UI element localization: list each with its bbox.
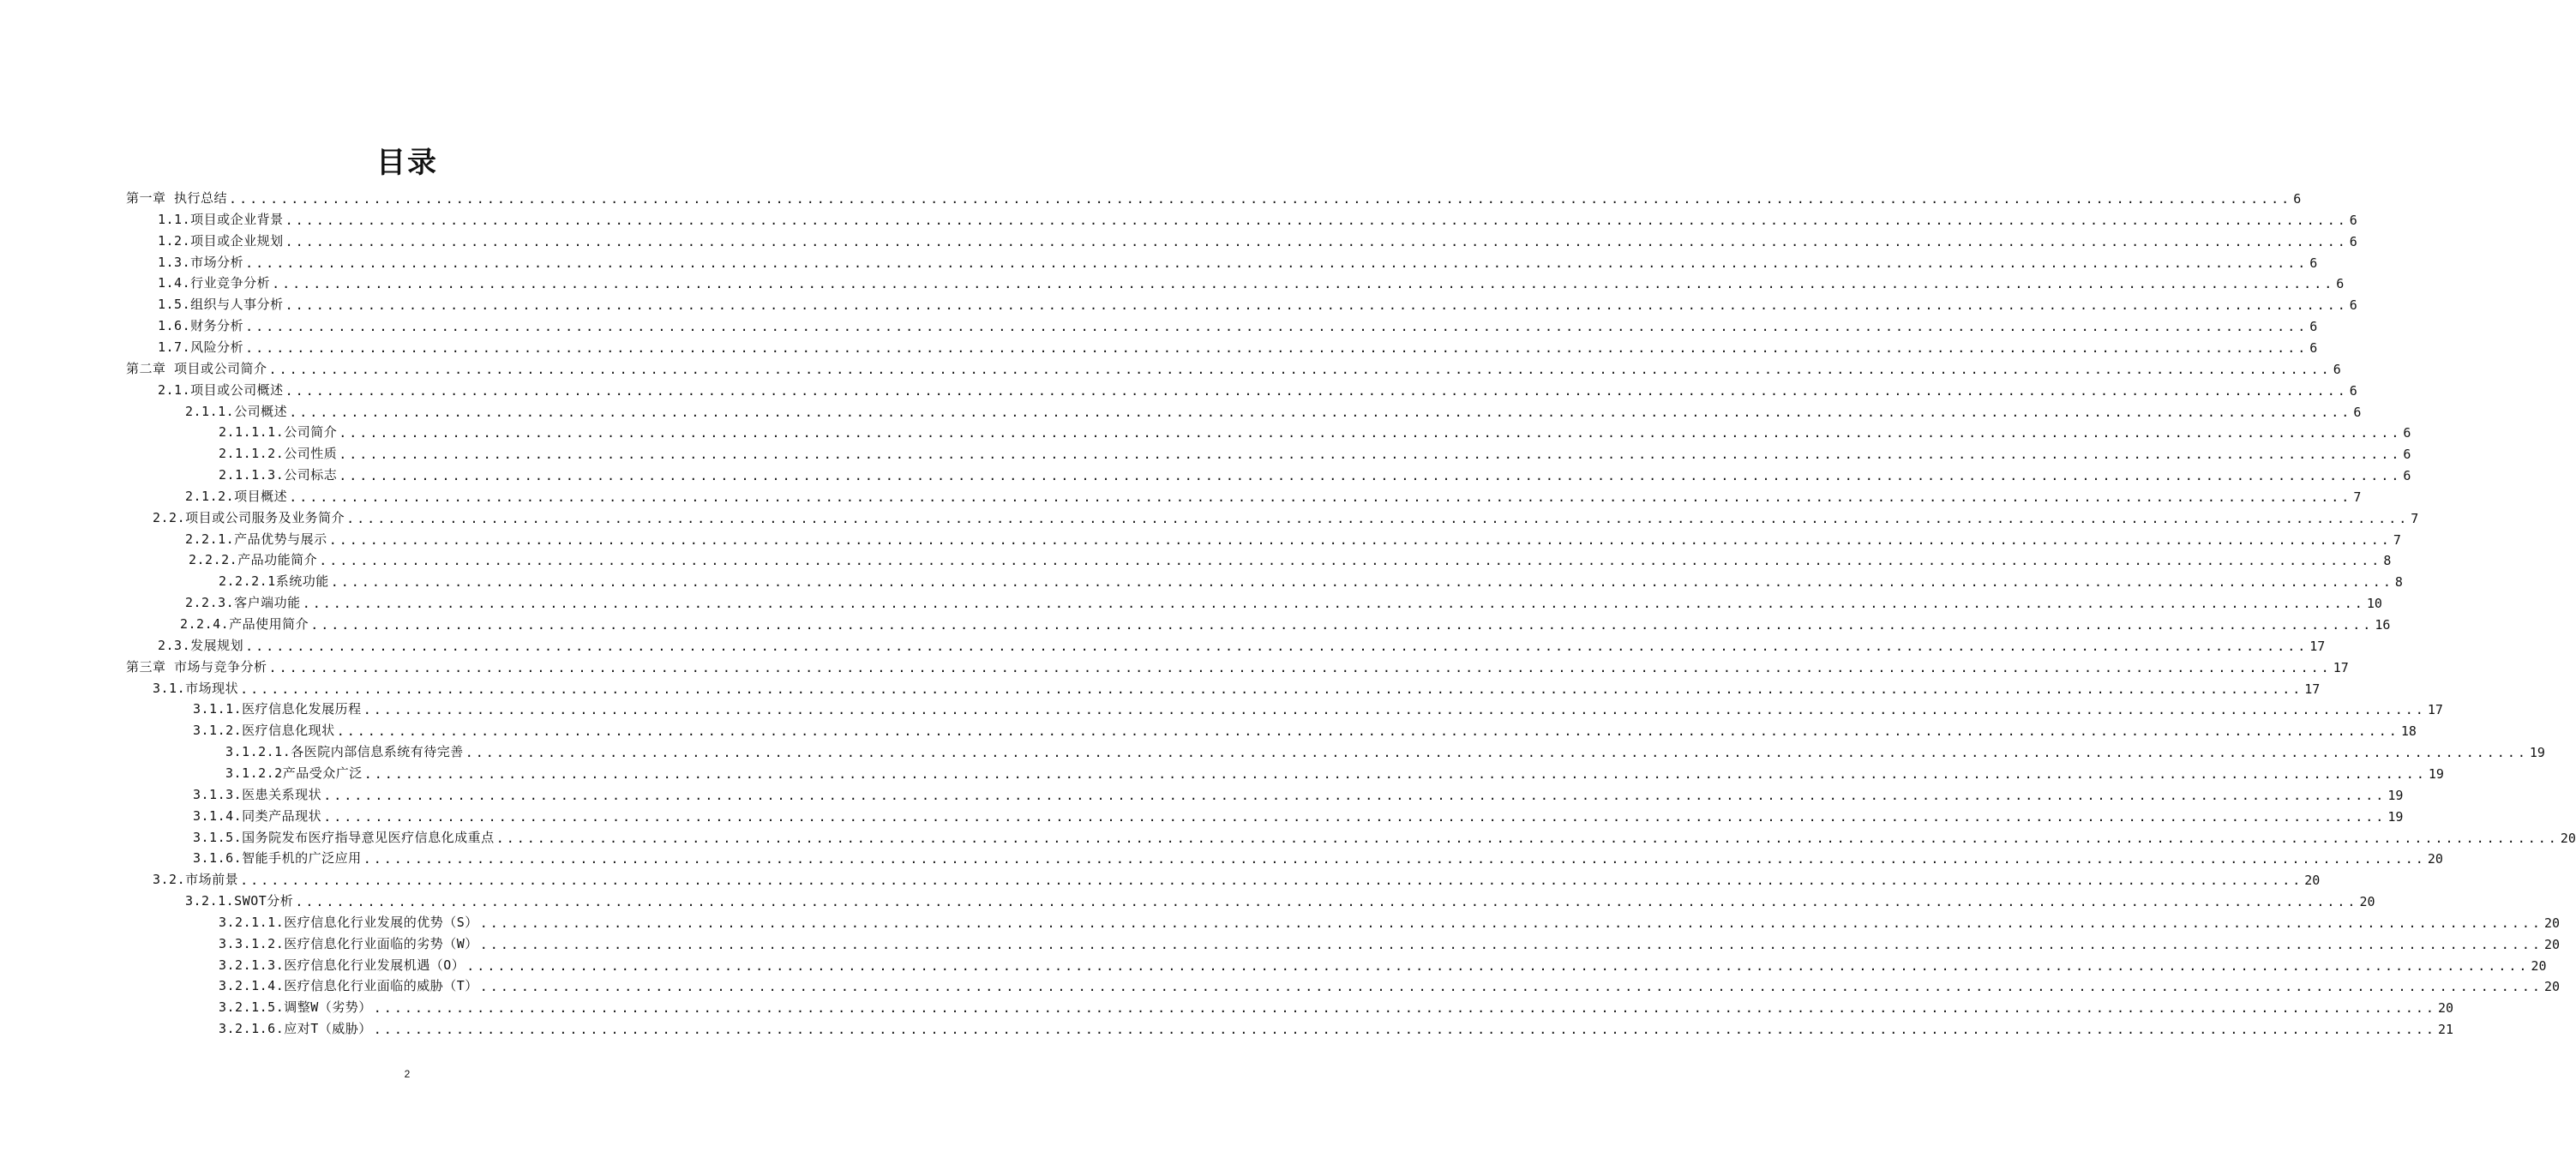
toc-entry-label: 1.5.组织与人事分析: [158, 297, 284, 313]
toc-entry[interactable]: [126, 655, 2349, 675]
toc-entry-page: 6: [2333, 361, 2341, 377]
page-number: 2: [404, 1068, 411, 1080]
toc-entry-page: 17: [2304, 681, 2321, 697]
toc-entry-label: 1.2.项目或企业规划: [158, 232, 284, 249]
toc-entry-label: 2.1.1.2.公司性质: [219, 446, 338, 462]
toc-entry-page: 20: [2437, 1000, 2453, 1017]
toc-entry[interactable]: [219, 1017, 2453, 1038]
toc-entry-page: 6: [2349, 382, 2357, 399]
toc-entry-page: 7: [2393, 531, 2401, 548]
toc-entry-page: 20: [2531, 957, 2547, 974]
toc-leader-dots: ........................................................................................................................................................................................................: [268, 361, 2332, 377]
toc-entry-label: 2.1.1.3.公司标志: [219, 467, 338, 483]
toc-entry-label: 2.2.项目或公司服务及业务简介: [153, 509, 345, 525]
toc-entry[interactable]: [219, 974, 2560, 995]
toc-leader-dots: ........................................................................................................................................................................................................: [319, 553, 2382, 569]
toc-entry-page: 17: [2309, 638, 2326, 654]
toc-leader-dots: ........................................................................................................................................................................................................: [245, 638, 2309, 654]
toc-entry-label: 3.2.1.5.调整W（劣势）: [219, 999, 372, 1016]
toc-leader-dots: ........................................................................................................................................................................................................: [240, 873, 2303, 889]
toc-leader-dots: ........................................................................................................................................................................................................: [245, 339, 2309, 356]
toc-entry[interactable]: [193, 783, 2404, 803]
toc-leader-dots: ........................................................................................................................................................................................................: [363, 851, 2426, 867]
toc-entry[interactable]: [153, 676, 2321, 697]
toc-entry-page: 6: [2336, 276, 2345, 292]
toc-leader-dots: ........................................................................................................................................................................................................: [495, 830, 2559, 846]
toc-entry-page: 7: [2353, 489, 2362, 505]
toc-leader-dots: ........................................................................................................................................................................................................: [285, 212, 2348, 228]
toc-entry-page: 16: [2375, 617, 2391, 633]
toc-title: 目录: [376, 146, 438, 180]
toc-entry[interactable]: [185, 591, 2382, 612]
toc-entry-label: 3.2.市场前景: [153, 872, 239, 888]
toc-leader-dots: ........................................................................................................................................................................................................: [465, 745, 2528, 761]
toc-leader-dots: ........................................................................................................................................................................................................: [363, 765, 2427, 782]
toc-entry-page: 8: [2383, 553, 2392, 569]
toc-entry-page: 6: [2349, 297, 2357, 314]
toc-entry-label: 2.1.1.公司概述: [185, 403, 288, 419]
toc-entry[interactable]: [193, 846, 2443, 867]
toc-entry[interactable]: [185, 484, 2362, 505]
toc-entry-page: 19: [2529, 745, 2545, 761]
toc-leader-dots: ........................................................................................................................................................................................................: [229, 191, 2292, 207]
toc-entry[interactable]: [158, 378, 2357, 399]
toc-leader-dots: ........................................................................................................................................................................................................: [240, 681, 2303, 697]
toc-entry[interactable]: [185, 399, 2362, 420]
toc-entry-page: 6: [2353, 404, 2362, 420]
toc-leader-dots: ........................................................................................................................................................................................................: [302, 596, 2365, 612]
toc-entry-label: 3.2.1.4.医疗信息化行业面临的威胁（T）: [219, 978, 478, 994]
toc-entry-label: 1.3.市场分析: [158, 254, 244, 270]
toc-leader-dots: ........................................................................................................................................................................................................: [479, 915, 2543, 931]
toc-leader-dots: ........................................................................................................................................................................................................: [373, 1000, 2436, 1017]
toc-leader-dots: ........................................................................................................................................................................................................: [310, 617, 2374, 633]
toc-entry-label: 2.1.项目或公司概述: [158, 381, 284, 398]
toc-entry[interactable]: [180, 612, 2391, 633]
toc-entry-label: 2.2.2.1系统功能: [219, 573, 329, 590]
toc-entry[interactable]: [185, 527, 2401, 548]
toc-leader-dots: ........................................................................................................................................................................................................: [323, 787, 2387, 803]
toc-entry-page: 17: [2333, 659, 2349, 675]
toc-entry-page: 20: [2359, 894, 2375, 910]
toc-entry-label: 2.2.1.产品优势与展示: [185, 531, 327, 547]
toc-entry[interactable]: [158, 314, 2318, 335]
toc-leader-dots: ........................................................................................................................................................................................................: [339, 468, 2402, 484]
toc-entry-page: 17: [2427, 702, 2443, 718]
toc-entry-page: 6: [2403, 425, 2411, 441]
toc-leader-dots: ........................................................................................................................................................................................................: [285, 297, 2348, 314]
toc-entry-label: 3.1.3.医患关系现状: [193, 786, 322, 802]
toc-entry-label: 2.1.1.1.公司简介: [219, 424, 338, 441]
toc-entry[interactable]: [225, 761, 2444, 782]
toc-entry-label: 第二章 项目或公司简介: [126, 360, 267, 376]
toc-entry-label: 1.6.财务分析: [158, 318, 244, 334]
toc-entry-label: 3.1.4.同类产品现状: [193, 807, 322, 824]
toc-entry-label: 3.1.2.1.各医院内部信息系统有待完善: [225, 744, 464, 760]
toc-entry-page: 6: [2309, 339, 2318, 356]
toc-entry-page: 20: [2543, 936, 2560, 952]
toc-entry[interactable]: [219, 953, 2547, 974]
toc-entry-label: 3.2.1.SWOT分析: [185, 893, 294, 909]
toc-entry-page: 6: [2403, 468, 2411, 484]
toc-entry[interactable]: [219, 932, 2560, 952]
toc-entry[interactable]: [193, 697, 2443, 718]
toc-entry[interactable]: [153, 867, 2321, 889]
toc-leader-dots: ........................................................................................................................................................................................................: [336, 723, 2399, 740]
toc-entry[interactable]: [158, 633, 2326, 654]
toc-entry-label: 3.1.2.医疗信息化现状: [193, 723, 335, 739]
toc-entry-page: 19: [2387, 808, 2404, 825]
toc-entry-label: 第三章 市场与竞争分析: [126, 658, 267, 675]
toc-entry-label: 3.2.1.6.应对T（威胁）: [219, 1021, 372, 1037]
toc-entry-label: 3.1.5.国务院发布医疗指导意见医疗信息化成重点: [193, 829, 495, 845]
toc-entry-page: 19: [2387, 787, 2404, 803]
toc-entry-label: 1.7.风险分析: [158, 339, 244, 355]
toc-entry[interactable]: [219, 569, 2403, 591]
toc-leader-dots: ........................................................................................................................................................................................................: [346, 510, 2410, 526]
toc-entry-page: 19: [2428, 765, 2444, 782]
toc-entry-page: 20: [2543, 915, 2560, 931]
toc-entry-label: 3.2.1.3.医疗信息化行业发展机遇（O）: [219, 957, 465, 973]
toc-entry-label: 3.1.市场现状: [153, 680, 239, 696]
toc-entry[interactable]: [126, 357, 2341, 377]
toc-entry-page: 8: [2394, 574, 2403, 591]
toc-entry-page: 7: [2411, 510, 2419, 526]
toc-leader-dots: ........................................................................................................................................................................................................: [373, 1022, 2436, 1038]
toc-entry-label: 第一章 执行总结: [126, 190, 228, 206]
toc-entry[interactable]: [193, 804, 2404, 825]
toc-leader-dots: ........................................................................................................................................................................................................: [479, 936, 2543, 952]
toc-entry-page: 20: [2543, 979, 2560, 995]
toc-entry-label: 3.3.1.2.医疗信息化行业面临的劣势（W）: [219, 935, 478, 951]
toc-entry[interactable]: [219, 910, 2560, 931]
toc-leader-dots: ........................................................................................................................................................................................................: [245, 319, 2309, 335]
toc-entry[interactable]: [193, 718, 2417, 740]
toc-entry[interactable]: [189, 548, 2392, 569]
toc-leader-dots: ........................................................................................................................................................................................................: [466, 957, 2530, 974]
toc-entry[interactable]: [158, 250, 2318, 271]
toc-leader-dots: ........................................................................................................................................................................................................: [289, 404, 2352, 420]
toc-leader-dots: ........................................................................................................................................................................................................: [268, 659, 2332, 675]
toc-entry[interactable]: [126, 186, 2302, 207]
toc-entry-label: 2.3.发展规划: [158, 637, 244, 653]
toc-entry-page: 10: [2366, 596, 2382, 612]
toc-entry-page: 6: [2309, 255, 2318, 271]
toc-entry-label: 1.1.项目或企业背景: [158, 211, 284, 227]
toc-entry[interactable]: [225, 740, 2545, 761]
toc-leader-dots: ........................................................................................................................................................................................................: [285, 382, 2348, 399]
toc-entry-label: 3.1.6.智能手机的广泛应用: [193, 850, 362, 867]
toc-entry[interactable]: [193, 825, 2576, 846]
toc-leader-dots: ........................................................................................................................................................................................................: [339, 447, 2402, 463]
toc-entry[interactable]: [153, 506, 2419, 526]
toc-entry-label: 3.1.1.医疗信息化发展历程: [193, 701, 362, 717]
toc-entry-page: 20: [2304, 873, 2321, 889]
toc-entry-label: 2.1.2.项目概述: [185, 488, 288, 504]
toc-leader-dots: ........................................................................................................................................................................................................: [285, 233, 2348, 249]
toc-leader-dots: ........................................................................................................................................................................................................: [328, 531, 2392, 548]
toc-entry[interactable]: [185, 889, 2375, 910]
toc-entry-label: 2.2.2.产品功能简介: [189, 552, 318, 568]
toc-entry-page: 6: [2403, 447, 2411, 463]
toc-leader-dots: ........................................................................................................................................................................................................: [289, 489, 2352, 505]
toc-entry[interactable]: [158, 207, 2357, 228]
toc-leader-dots: ........................................................................................................................................................................................................: [323, 808, 2387, 825]
toc-entry[interactable]: [219, 441, 2411, 463]
toc-leader-dots: ........................................................................................................................................................................................................: [339, 425, 2402, 441]
toc-entry-page: 6: [2349, 233, 2357, 249]
toc-entry-page: 18: [2400, 723, 2417, 740]
toc-entry-page: 6: [2309, 319, 2318, 335]
toc-entry-page: 20: [2560, 830, 2576, 846]
toc-entry[interactable]: [219, 420, 2411, 441]
toc-leader-dots: ........................................................................................................................................................................................................: [479, 979, 2543, 995]
toc-entry-label: 3.1.2.2产品受众广泛: [225, 765, 363, 781]
toc-entry[interactable]: [158, 229, 2357, 249]
toc-entry-label: 3.2.1.1.医疗信息化行业发展的优势（S）: [219, 914, 478, 930]
toc-entry-page: 6: [2293, 191, 2302, 207]
toc-leader-dots: ........................................................................................................................................................................................................: [272, 276, 2335, 292]
toc-leader-dots: ........................................................................................................................................................................................................: [245, 255, 2309, 271]
toc-entry-label: 2.2.3.客户端功能: [185, 595, 301, 611]
toc-entry[interactable]: [219, 463, 2411, 484]
toc-entry-page: 6: [2349, 212, 2357, 228]
toc-entry-label: 1.4.行业竞争分析: [158, 275, 271, 291]
toc-leader-dots: ........................................................................................................................................................................................................: [295, 894, 2358, 910]
toc-leader-dots: ........................................................................................................................................................................................................: [363, 702, 2426, 718]
toc-entry[interactable]: [219, 995, 2453, 1017]
toc-entry[interactable]: [158, 292, 2357, 314]
toc-entry-label: 2.2.4.产品使用简介: [180, 616, 309, 632]
toc-entry-page: 20: [2427, 851, 2443, 867]
toc-leader-dots: ........................................................................................................................................................................................................: [330, 574, 2393, 591]
toc-entry[interactable]: [158, 335, 2318, 356]
toc-entry[interactable]: [158, 271, 2345, 292]
toc-entry-page: 21: [2437, 1022, 2453, 1038]
